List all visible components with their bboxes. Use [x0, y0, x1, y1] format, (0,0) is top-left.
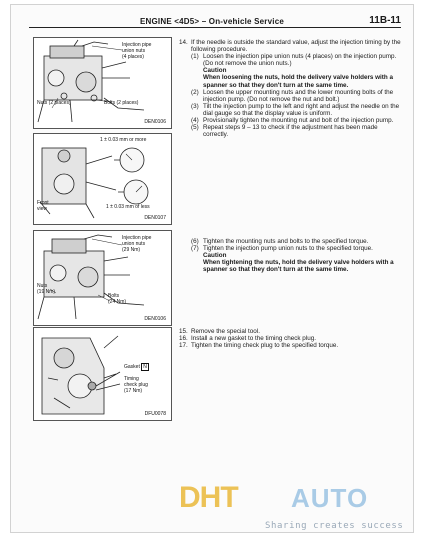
- watermark-word: AUTO: [291, 483, 369, 513]
- figure-code: DEN0106: [144, 316, 166, 322]
- label-timing-plug: Timing check plug (17 Nm): [124, 376, 148, 394]
- substep-7: [179, 245, 401, 252]
- dial-gauge-illustration: [34, 134, 171, 224]
- substep-3: [179, 103, 401, 117]
- label-front-view: Front view: [37, 200, 49, 212]
- substep-6: [179, 238, 401, 245]
- substep-number: (1): [191, 53, 199, 61]
- figure-injection-pump-nuts: [33, 37, 172, 129]
- step-17: [179, 342, 401, 349]
- step-16: [179, 335, 401, 342]
- substep-text: Provisionally tighten the mounting nut and bolt of the injection pump.: [203, 117, 394, 125]
- step-text: If the needle is outside the standard value, adjust the injection timing by the following procedure.: [191, 39, 401, 54]
- figure-code: DEN0106: [144, 119, 166, 125]
- caution-text: When tightening the nuts, hold the delivery valve holders with a spanner so that they don't turn at the same time.: [203, 259, 394, 274]
- step-item: [179, 39, 401, 53]
- watermark-logo: DHT: [179, 481, 238, 514]
- substep-text: Tilt the injection pump to the left and right and adjust the needle on the dial gauge so that the display value is uniform.: [203, 102, 400, 117]
- watermark-tagline: Sharing creates success: [265, 521, 404, 531]
- label-nuts-torque: Nuts (19 Nm): [37, 283, 56, 295]
- substep-number: (3): [191, 102, 199, 110]
- header-rule: [29, 27, 401, 28]
- label-union-nuts-torque: Injection pipe union nuts (29 Nm): [122, 235, 152, 253]
- figure-code: DEN0107: [144, 215, 166, 221]
- label-union-nuts: Injection pipe union nuts (4 places): [122, 42, 152, 60]
- substep-number: (2): [191, 88, 199, 96]
- step-15: [179, 328, 401, 335]
- figure-dial-gauge: [33, 133, 172, 225]
- substep-text: Tighten the injection pump union nuts to the specified torque.: [203, 245, 373, 253]
- page-number: 11B-11: [369, 15, 401, 26]
- label-gasket: [124, 364, 149, 370]
- figure-tighten-nuts: [33, 230, 172, 326]
- substep-number: (7): [191, 245, 199, 253]
- step-text: Remove the special tool.: [191, 328, 260, 335]
- steps-15-17: [179, 328, 401, 349]
- substep-5: [179, 124, 401, 138]
- steps-6-7: [179, 238, 401, 273]
- substep-2: [179, 89, 401, 103]
- section-title: ENGINE <4D5> – On-vehicle Service: [139, 17, 284, 26]
- caution-text: When loosening the nuts, hold the delivery valve holders with a spanner so that they don't turn at the same time.: [203, 74, 393, 89]
- label-bolts: Bolts (2 places): [104, 100, 139, 106]
- timing-plug-illustration: [34, 328, 171, 420]
- step-number: 15.: [179, 328, 188, 335]
- label-bolts-torque: Bolts (24 Nm): [108, 293, 127, 305]
- label-nuts: Nuts (2 places): [37, 100, 71, 106]
- step-number: 17.: [179, 342, 188, 350]
- step-number: 16.: [179, 335, 188, 343]
- gasket-text: Gasket: [124, 364, 140, 370]
- substep-text: Loosen the injection pipe union nuts (4 places) on the injection pump. (Do not remove the union nuts.): [203, 53, 397, 68]
- label-reading-top: 1 ± 0.03 mm or more: [100, 137, 147, 143]
- substep-1: [179, 53, 401, 67]
- manual-page: [10, 4, 414, 533]
- figure-timing-check-plug: [33, 327, 172, 421]
- substep-number: (5): [191, 124, 199, 132]
- caution-title: Caution: [203, 252, 227, 260]
- substep-number: (6): [191, 238, 199, 245]
- step-14: [179, 39, 401, 138]
- caution-title: Caution: [203, 67, 227, 75]
- step-text: Install a new gasket to the timing check plug.: [191, 335, 316, 343]
- substep-number: (4): [191, 117, 199, 125]
- step-text: Tighten the timing check plug to the specified torque.: [191, 342, 339, 350]
- gasket-mark-icon: N: [143, 364, 147, 370]
- figure-code: DFU0078: [144, 411, 166, 417]
- watermark: [179, 481, 414, 533]
- page-header: [11, 11, 413, 27]
- substep-text: Repeat steps 9 – 13 to check if the adjustment has been made correctly.: [203, 124, 378, 139]
- step-number: 14.: [179, 39, 188, 46]
- substep-4: [179, 117, 401, 124]
- substep-text: Loosen the upper mounting nuts and the lower mounting bolts of the injection pump. (Do not remove the nut and bolt.): [203, 88, 394, 103]
- substep-text: Tighten the mounting nuts and bolts to the specified torque.: [203, 238, 369, 245]
- label-reading-bottom: 1 ± 0.03 mm of less: [106, 204, 150, 210]
